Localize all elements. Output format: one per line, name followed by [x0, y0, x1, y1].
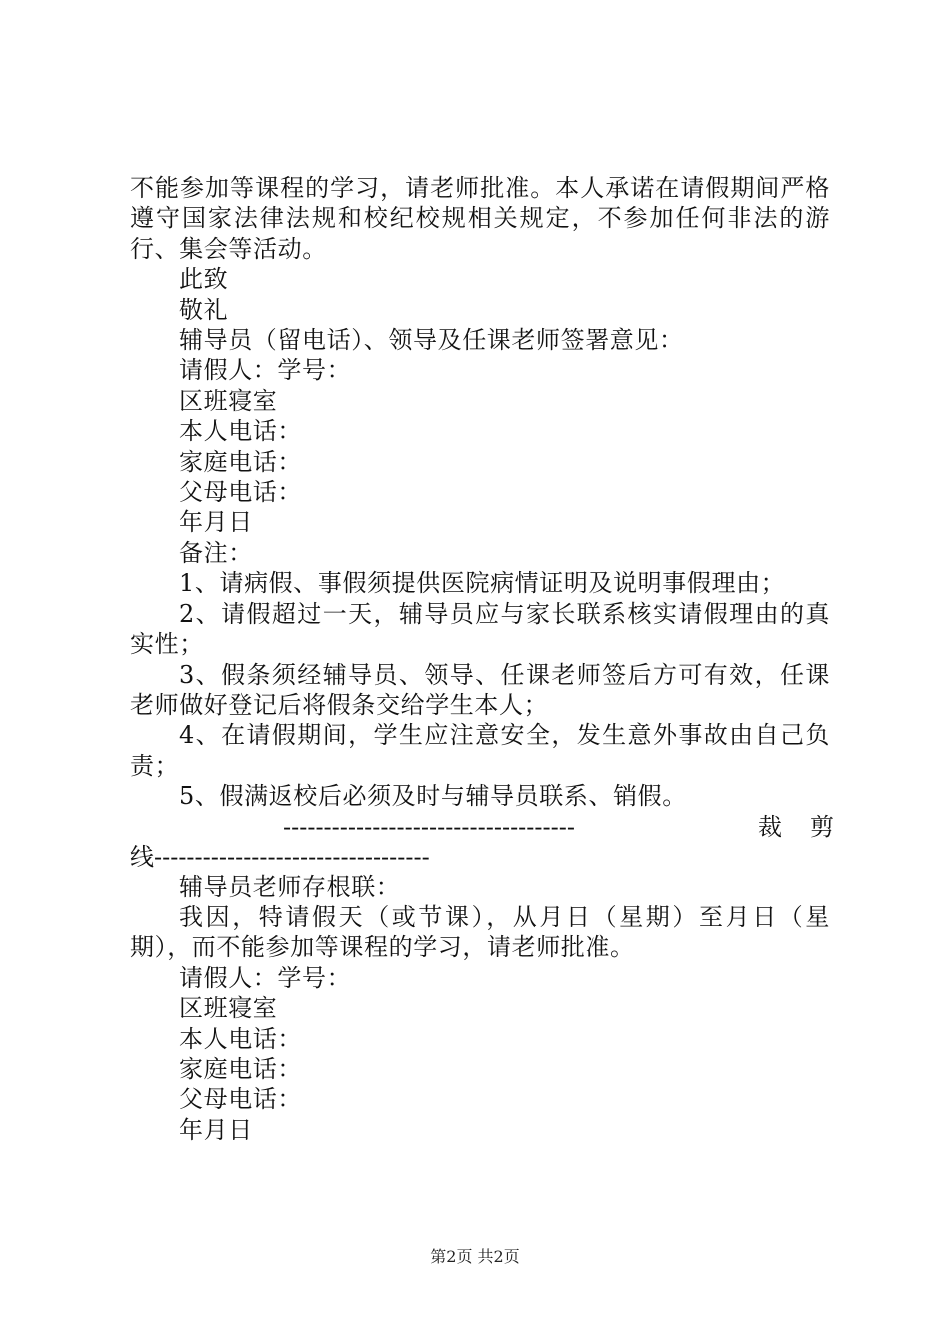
own-phone-line: 本人电话： — [179, 417, 302, 446]
note-item: 1、请病假、事假须提供医院病情证明及说明事假理由； — [179, 569, 786, 598]
note-item: 5、假满返校后必须及时与辅导员联系、销假。 — [179, 782, 687, 811]
stub-statement: 我因，特请假天（或节课），从月日（星期）至月日（星期），而不能参加等课程的学习，请老师批准。 — [130, 902, 830, 962]
note-item: 3、假条须经辅导员、领导、任课老师签后方可有效，任课老师做好登记后将假条交给学生本人； — [130, 660, 830, 719]
cut-word-2: 剪 — [810, 812, 835, 841]
note-item: 2、请假超过一天，辅导员应与家长联系核实请假理由的真实性； — [130, 599, 830, 659]
salutation-line-1: 此致 — [179, 265, 229, 294]
stub-title: 辅导员老师存根联： — [179, 872, 401, 901]
stub-date-line: 年月日 — [179, 1115, 253, 1144]
page-number-footer: 第2页 共2页 — [430, 1247, 520, 1266]
document-body — [130, 173, 835, 1145]
salutation-line-2: 敬礼 — [179, 295, 229, 324]
home-phone-line: 家庭电话： — [179, 447, 302, 476]
date-line: 年月日 — [179, 508, 253, 537]
leave-request-paragraph: 不能参加等课程的学习，请老师批准。本人承诺在请假期间严格遵守国家法律法规和校纪校规相关规定，不参加任何非法的游行、集会等活动。 — [130, 174, 830, 263]
stub-applicant-line: 请假人：学号： — [179, 963, 352, 992]
dorm-line: 区班寝室 — [179, 386, 278, 415]
cut-dashes-1: ------------------------------------ — [283, 812, 575, 841]
remarks-title: 备注： — [179, 538, 253, 567]
cut-dashes-2: 线---------------------------------- — [130, 842, 430, 871]
sign-opinion-line: 辅导员（留电话）、领导及任课老师签署意见： — [179, 326, 684, 355]
applicant-line: 请假人：学号： — [179, 356, 352, 385]
cut-line — [130, 812, 835, 872]
stub-dorm-line: 区班寝室 — [179, 994, 278, 1023]
note-item: 4、在请假期间，学生应注意安全，发生意外事故由自己负责； — [130, 721, 830, 780]
stub-parent-phone-line: 父母电话： — [179, 1085, 302, 1114]
parent-phone-line: 父母电话： — [179, 478, 302, 507]
stub-home-phone-line: 家庭电话： — [179, 1054, 302, 1083]
stub-own-phone-line: 本人电话： — [179, 1024, 302, 1053]
cut-word-1: 裁 — [758, 812, 783, 841]
